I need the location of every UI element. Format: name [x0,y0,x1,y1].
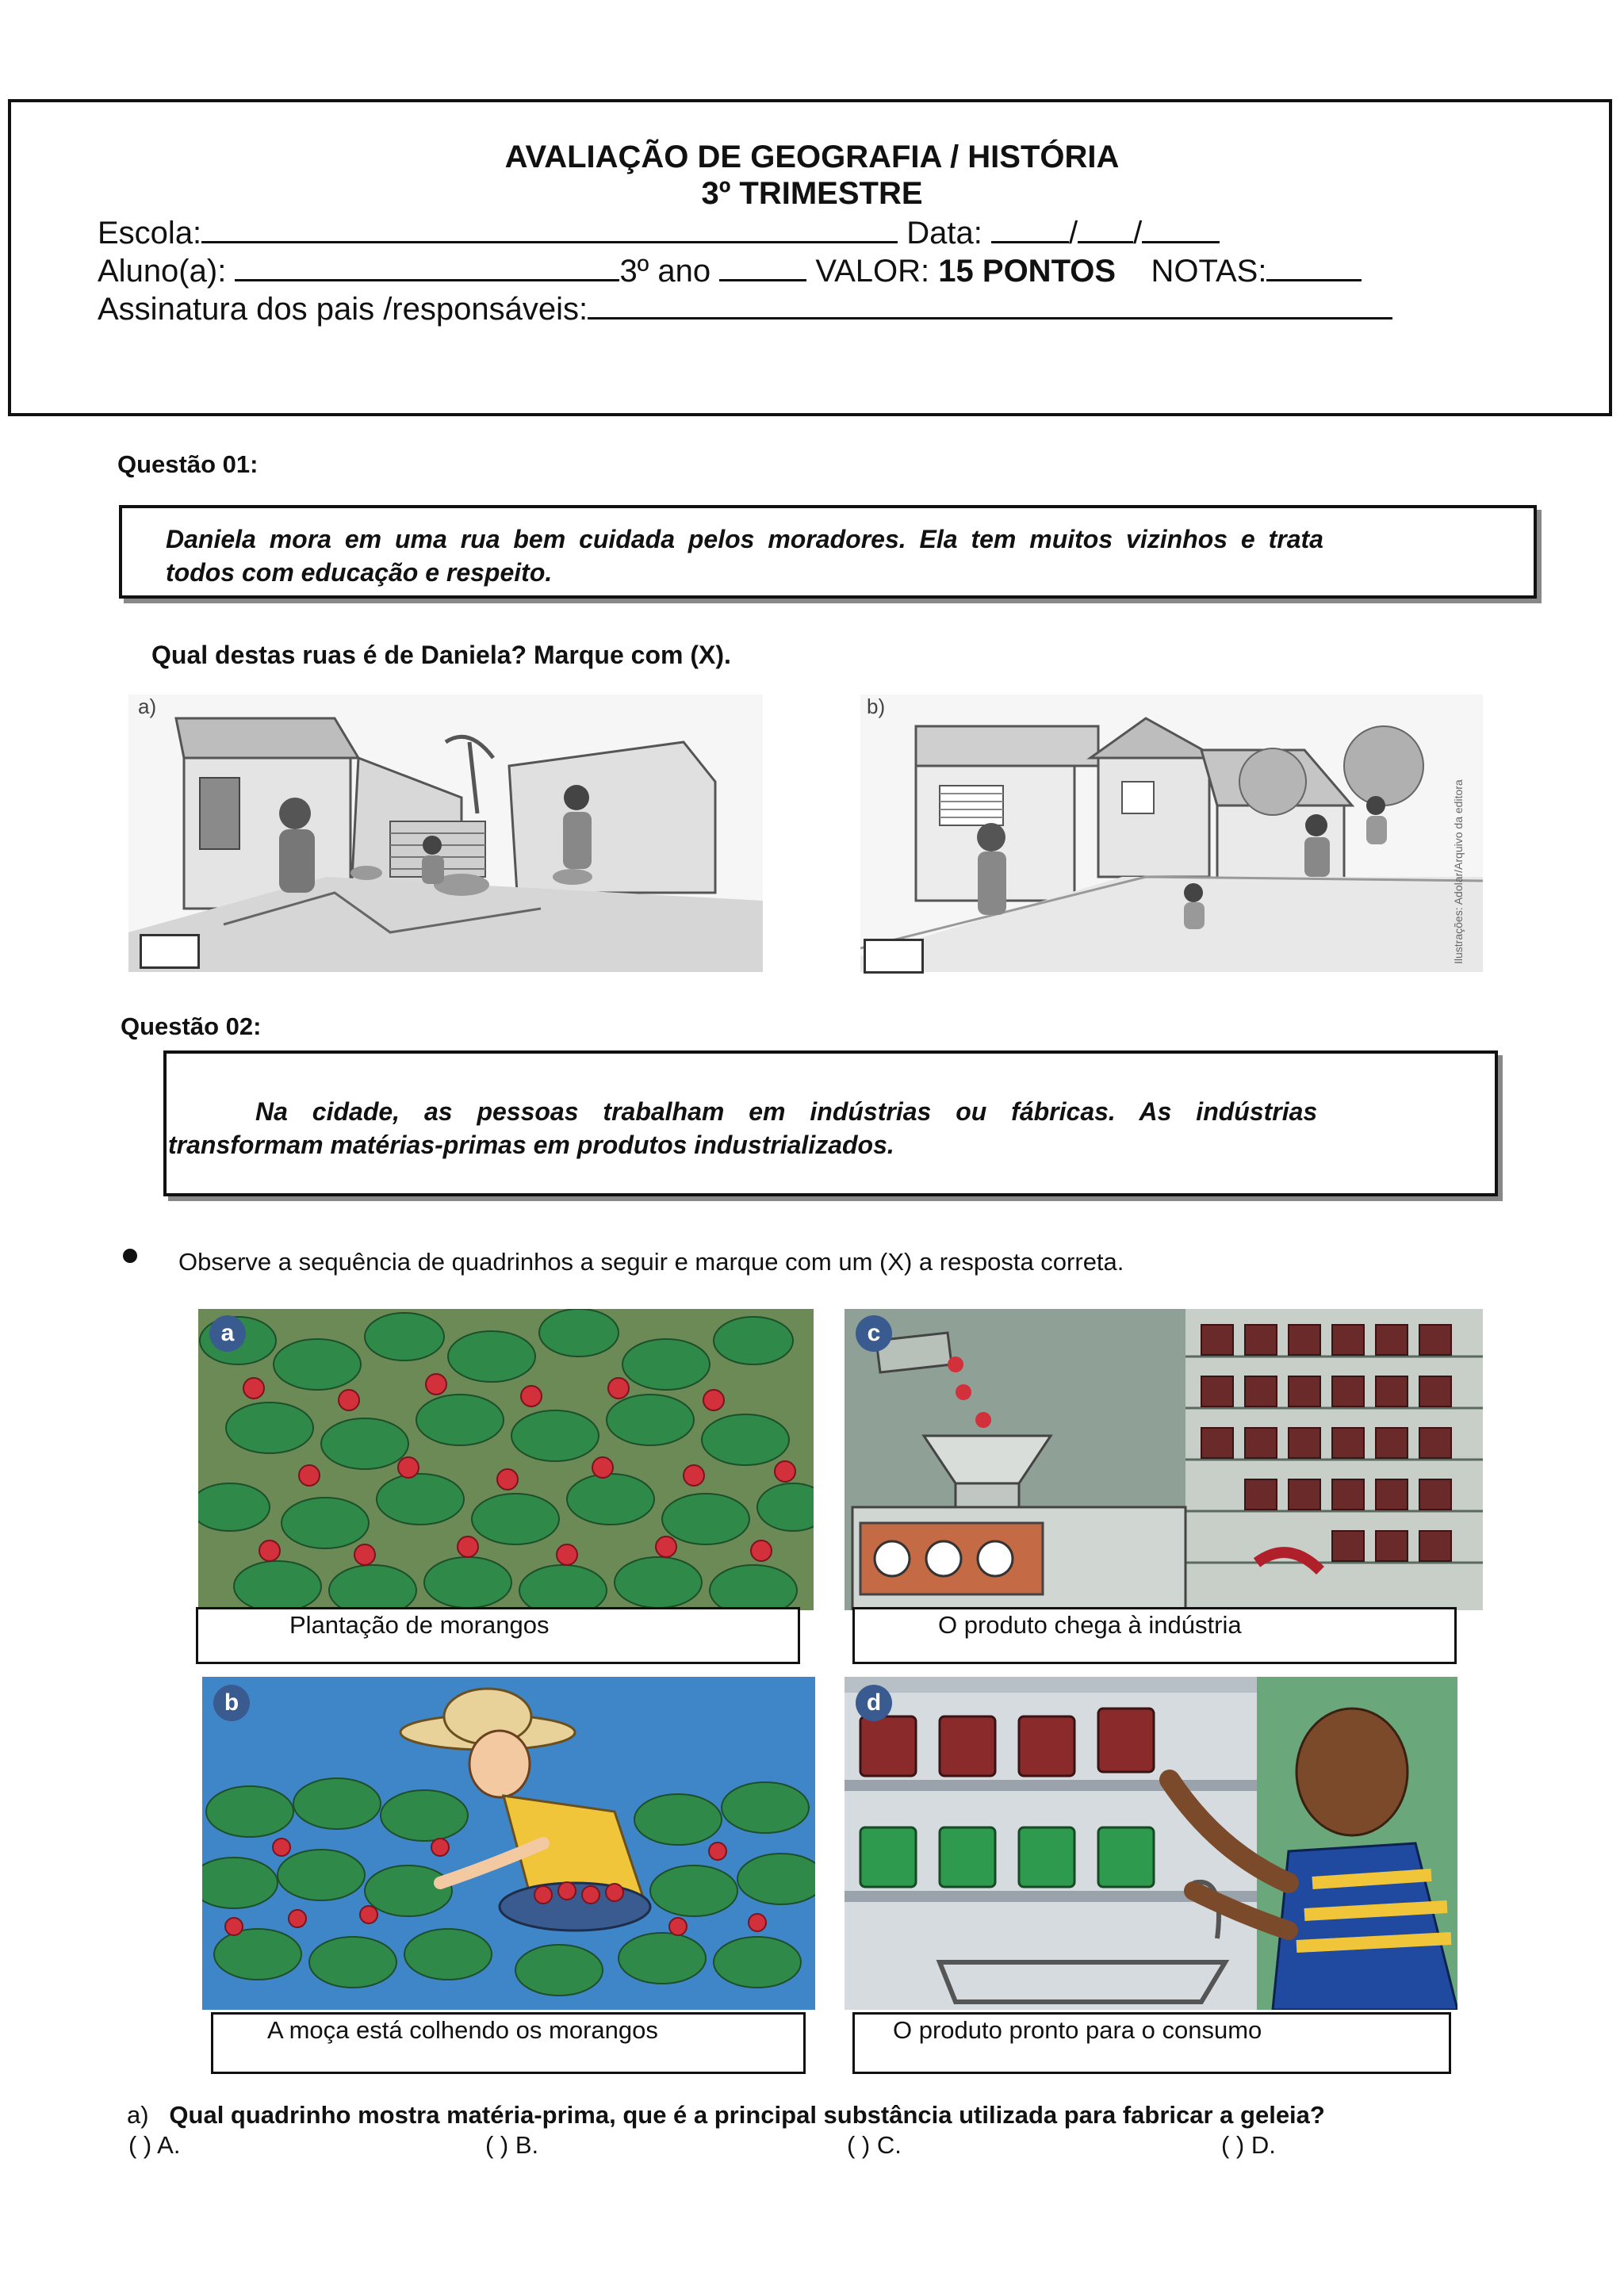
panel-b-caption: A moça está colhendo os morangos [267,2016,658,2044]
panel-a [198,1309,814,1610]
q2-text-line1: Na cidade, as pessoas trabalham em indústrias ou fábricas. As indústrias [255,1097,1318,1126]
answer-option-a[interactable]: ( ) A. [128,2131,181,2159]
grade-label: 3º ano [619,254,711,289]
street-a-letter: a) [138,695,157,718]
date-year-field[interactable] [1142,214,1220,243]
q2a-question: Qual quadrinho mostra matéria-prima, que é a principal substância utilizada para fabricar a geleia? [169,2101,1325,2129]
street-b-drawing [860,695,1483,972]
page-title: AVALIAÇÃO DE GEOGRAFIA / HISTÓRIA [504,140,1120,174]
street-a-drawing [128,695,763,972]
q1-text-line2: todos com educação e respeito. [166,558,553,587]
panel-a-caption-box [196,1607,800,1664]
answer-option-b[interactable]: ( ) B. [485,2131,539,2159]
q2a-line [127,2101,1325,2130]
illustration-credit: Ilustrações: Adolar/Arquivo da editora [1452,779,1465,964]
value-points: 15 PONTOS [938,254,1116,289]
panel-d-store-shelf [845,1677,1457,2010]
panel-b-letter: b [213,1685,250,1721]
school-date-line: Escola: Data: / / [98,214,1220,251]
question-01-label: Questão 01: [117,450,259,478]
grade-field[interactable] [719,252,806,281]
panel-c-letter: c [856,1315,892,1352]
student-field[interactable] [235,252,619,281]
question-02-label: Questão 02: [121,1012,262,1040]
parents-signature-field[interactable] [588,290,1392,320]
answer-option-c[interactable]: ( ) C. [847,2131,902,2159]
panel-c-caption-box [852,1607,1457,1664]
panel-c-caption: O produto chega à indústria [938,1611,1242,1639]
signature-line [98,290,1392,327]
value-label: VALOR: [815,254,930,289]
answer-option-d[interactable]: ( ) D. [1221,2131,1276,2159]
bullet-icon [123,1249,137,1263]
q1-text-box [119,505,1537,599]
panel-c [845,1309,1483,1610]
street-b-letter: b) [867,695,886,718]
school-field[interactable] [201,214,898,243]
school-label: Escola: [98,216,202,251]
date-label: Data: [906,216,982,251]
panel-d-caption-box [852,2012,1451,2074]
notes-field[interactable] [1266,252,1362,281]
notes-label: NOTAS: [1151,254,1267,289]
q1-text-line1: Daniela mora em uma rua bem cuidada pelos moradores. Ela tem muitos vizinhos e trata [166,525,1323,553]
student-line [98,252,1362,289]
page-subtitle: 3º TRIMESTRE [701,176,923,211]
q2-instruction: Observe a sequência de quadrinhos a seguir e marque com um (X) a resposta correta. [178,1248,1124,1276]
street-b-illustration [860,695,1483,972]
q2a-letter: a) [127,2101,149,2129]
panel-b-harvest [202,1677,815,2010]
date-day-field[interactable] [991,214,1069,243]
panel-b [202,1677,815,2010]
parents-signature-label: Assinatura dos pais /responsáveis: [98,292,588,327]
street-b-checkbox[interactable] [864,939,924,974]
panel-b-caption-box [211,2012,806,2074]
panel-a-strawberry-field [198,1309,814,1610]
street-a-illustration [128,695,763,972]
panel-d [845,1677,1457,2010]
panel-d-letter: d [856,1685,892,1721]
q1-prompt: Qual destas ruas é de Daniela? Marque com (X). [151,641,731,669]
q2-text-line2: transformam matérias-primas em produtos industrializados. [168,1131,894,1159]
panel-a-caption: Plantação de morangos [289,1611,550,1639]
panel-c-factory [845,1309,1483,1610]
panel-a-letter: a [209,1315,246,1352]
date-month-field[interactable] [1078,214,1133,243]
street-a-checkbox[interactable] [140,934,200,969]
q2-text-box [163,1050,1498,1196]
student-label: Aluno(a): [98,254,227,289]
panel-d-caption: O produto pronto para o consumo [893,2016,1262,2044]
